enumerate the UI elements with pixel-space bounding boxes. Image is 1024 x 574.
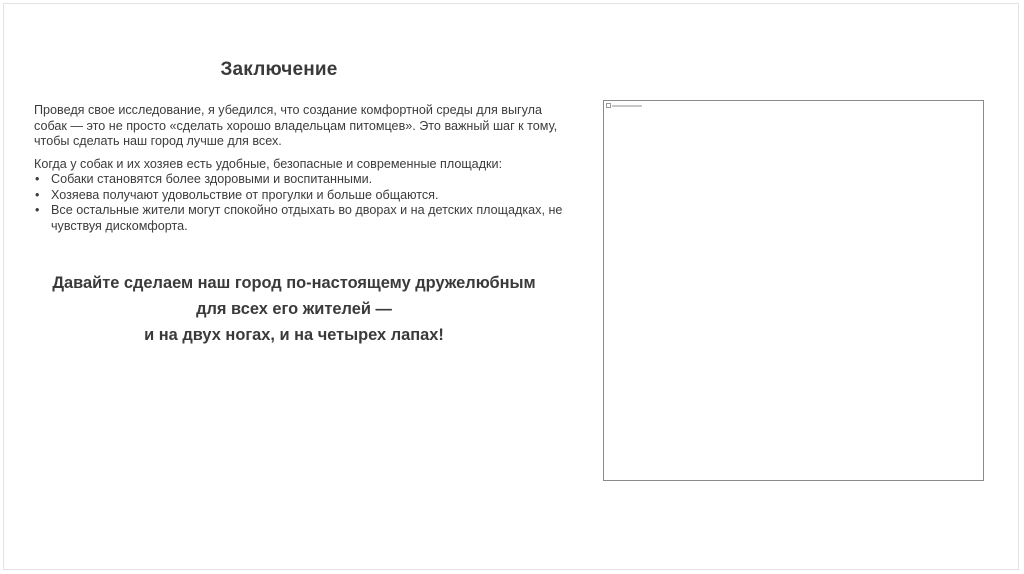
conclusion-text <box>34 103 564 234</box>
list-item <box>34 188 564 204</box>
slide <box>3 3 1019 570</box>
benefits-list <box>34 172 564 234</box>
list-item <box>34 203 564 234</box>
callout-line: и на двух ногах, и на четырех лапах! <box>144 326 444 344</box>
image-placeholder <box>603 100 984 481</box>
bullet-icon: • <box>35 203 40 217</box>
bullet-icon: • <box>35 187 40 202</box>
conditions-paragraph: Когда у собак и их хозяев есть удобные, безопасные и современные площадки: <box>34 156 503 171</box>
broken-image-icon <box>606 103 642 108</box>
list-item-text: Собаки становятся более здоровыми и воспитанными. <box>51 172 373 186</box>
callout-line: Давайте сделаем наш город по-настоящему дружелюбным <box>52 274 536 292</box>
callout-text <box>24 270 564 348</box>
callout-line: для всех его жителей — <box>196 300 392 318</box>
intro-paragraph: Проведя свое исследование, я убедился, что создание комфортной среды для выгула собак — это не просто «сделать хорошо владельцам питомцев». Это важный шаг к тому, чтобы сделать наш город лучше для всех. <box>34 103 558 148</box>
list-item-text: Все остальные жители могут спокойно отдыхать во дворах и на детских площадках, не чувствуя дискомфорта. <box>51 203 563 233</box>
list-item-text: Хозяева получают удовольствие от прогулки и больше общаются. <box>51 187 439 202</box>
slide-title: Заключение <box>220 59 338 80</box>
list-item <box>34 172 564 188</box>
bullet-icon: • <box>35 172 40 186</box>
